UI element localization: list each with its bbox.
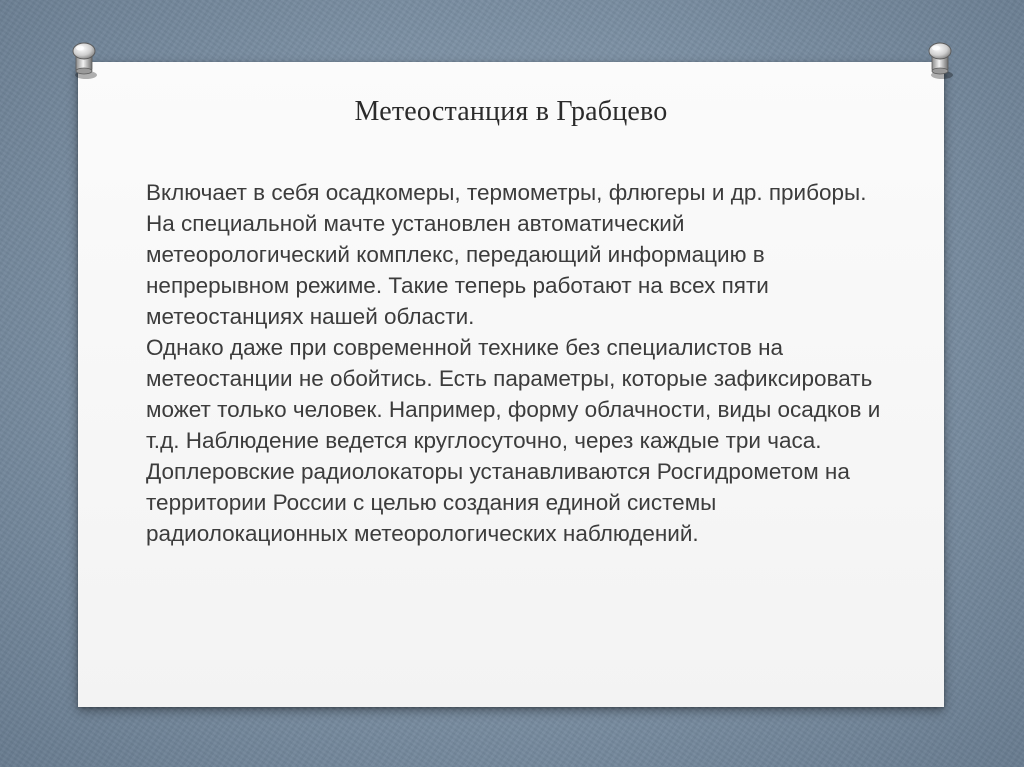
slide-body — [146, 177, 886, 549]
slide-card — [78, 62, 944, 707]
paragraph-human-observers: Однако даже при современной технике без специалистов на метеостанции не обойтись. Есть параметры, которые зафиксировать может только человек. Например, форму облачности, виды осадков и т.д. Наблюдение ведется круглосуточно, через каждые три часа. — [146, 335, 881, 453]
slide-title: Метеостанция в Грабцево — [354, 96, 668, 127]
paragraph-doppler-radars: Доплеровские радиолокаторы устанавливаются Росгидрометом на территории России с целью создания единой системы радиолокационных метеорологических наблюдений. — [146, 459, 850, 546]
paragraph-instruments: Включает в себя осадкомеры, термометры, флюгеры и др. приборы. — [146, 180, 867, 205]
paragraph-automatic-complex: На специальной мачте установлен автоматический метеорологический комплекс, передающий информацию в непрерывном режиме. Такие теперь работают на всех пяти метеостанциях нашей области. — [146, 211, 769, 329]
pushpin-icon — [66, 40, 100, 80]
pushpin-icon — [922, 40, 956, 80]
